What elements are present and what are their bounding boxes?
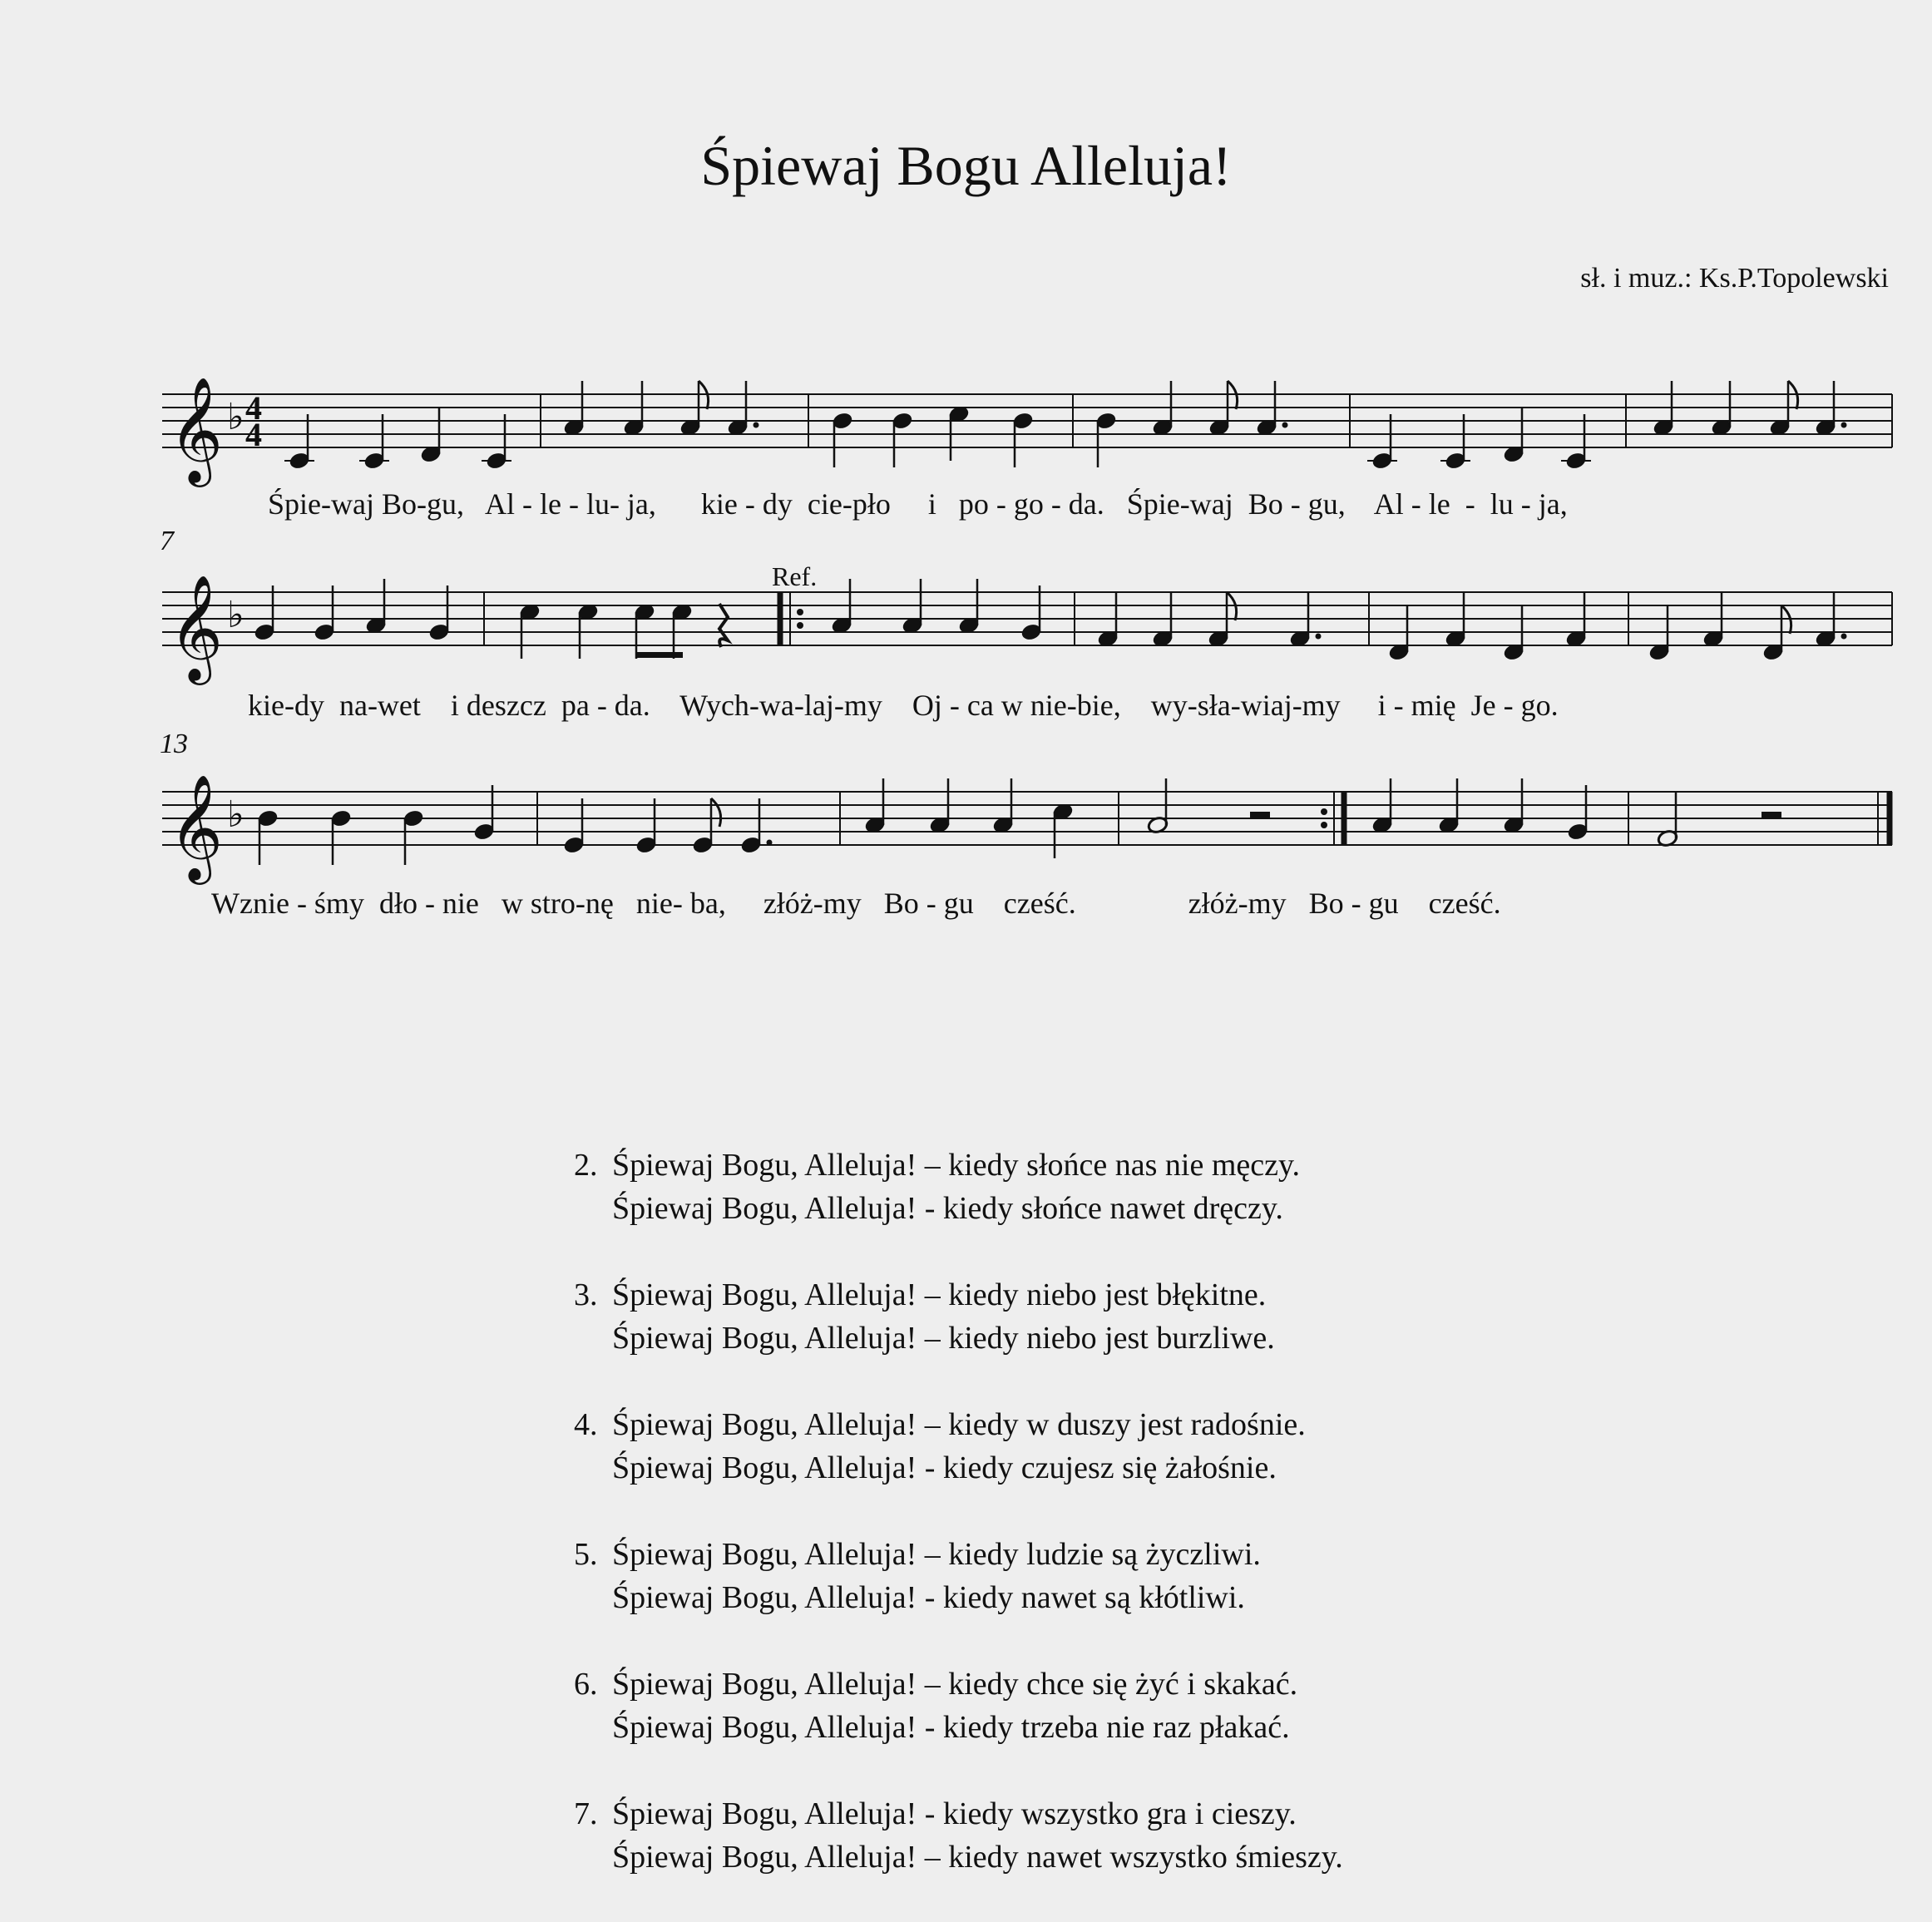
verse-line: Śpiewaj Bogu, Alleluja! - kiedy słońce nawet dręczy. xyxy=(612,1191,1283,1226)
lyrics-line-1: Śpie-waj Bo-gu, Al - le - lu- ja, kie - dy cie-pło i po - go - da. Śpie-waj Bo - gu, Al - le - lu - ja, xyxy=(268,487,1568,521)
note-dot xyxy=(1841,634,1847,640)
music-notation xyxy=(0,0,1932,931)
note-dot xyxy=(754,422,759,428)
verse-number: 2. xyxy=(574,1148,598,1183)
verse-number: 7. xyxy=(574,1796,598,1831)
note-dot xyxy=(1282,422,1288,428)
note-dot xyxy=(1316,634,1322,640)
verse-line: Śpiewaj Bogu, Alleluja! – kiedy ludzie są życzliwi. xyxy=(612,1537,1261,1572)
repeat-dot xyxy=(1321,808,1327,815)
repeat-dot xyxy=(1321,822,1327,828)
song-title: Śpiewaj Bogu Alleluja! xyxy=(700,134,1232,197)
verse-line: Śpiewaj Bogu, Alleluja! – kiedy słońce nas nie męczy. xyxy=(612,1148,1301,1183)
time-signature: 4 xyxy=(245,389,262,427)
quarter-rest xyxy=(719,604,728,647)
verse-line: Śpiewaj Bogu, Alleluja! – kiedy nawet wszystko śmieszy. xyxy=(612,1840,1343,1875)
half-rest xyxy=(1250,812,1270,818)
lyrics-line-3: Wznie - śmy dło - nie w stro-nę nie- ba, złóż-my Bo - gu cześć. złóż-my Bo - gu cześć. xyxy=(211,887,1501,920)
verse-line: Śpiewaj Bogu, Alleluja! - kiedy trzeba nie raz płakać. xyxy=(612,1710,1290,1745)
verse-number: 6. xyxy=(574,1667,598,1702)
verse-line: Śpiewaj Bogu, Alleluja! - kiedy nawet są kłótliwi. xyxy=(612,1580,1245,1615)
measure-number-7: 7 xyxy=(160,526,174,556)
credit-line: sł. i muz.: Ks.P.Topolewski xyxy=(1580,263,1889,294)
lyrics-line-2: kie-dy na-wet i deszcz pa - da. Wych-wa-laj-my Oj - ca w nie-bie, wy-sła-wiaj-my i - mię Je - go. xyxy=(248,689,1559,722)
verse-line: Śpiewaj Bogu, Alleluja! - kiedy wszystko gra i cieszy. xyxy=(612,1796,1297,1831)
flat-icon: ♭ xyxy=(227,396,245,438)
verse-number: 4. xyxy=(574,1407,598,1442)
verse xyxy=(574,1533,1343,1619)
treble-clef-icon: 𝄞 xyxy=(169,376,224,482)
verse xyxy=(574,1273,1343,1360)
verses-list xyxy=(574,1144,1343,1922)
verse-line: Śpiewaj Bogu, Alleluja! - kiedy czujesz się żałośnie. xyxy=(612,1450,1277,1485)
verse-line: Śpiewaj Bogu, Alleluja! – kiedy chce się żyć i skakać. xyxy=(612,1667,1298,1702)
verse xyxy=(574,1144,1343,1230)
verse-line: Śpiewaj Bogu, Alleluja! – kiedy niebo jest błękitne. xyxy=(612,1277,1267,1312)
beam xyxy=(636,652,683,658)
treble-clef-icon: 𝄞 xyxy=(169,574,224,680)
refrain-label: Ref. xyxy=(772,561,818,591)
note-flag xyxy=(711,798,721,827)
note-dot xyxy=(767,840,773,846)
verse xyxy=(574,1403,1343,1490)
flat-icon: ♭ xyxy=(227,793,245,836)
verse-number: 5. xyxy=(574,1537,598,1572)
verse-number: 3. xyxy=(574,1277,598,1312)
measure-number-13: 13 xyxy=(160,729,188,759)
flat-icon: ♭ xyxy=(227,594,245,636)
repeat-dot xyxy=(797,622,803,629)
verse xyxy=(574,1663,1343,1749)
verse-line: Śpiewaj Bogu, Alleluja! – kiedy w duszy jest radośnie. xyxy=(612,1407,1306,1442)
verse xyxy=(574,1792,1343,1879)
time-signature: 4 xyxy=(245,416,262,453)
half-rest xyxy=(1762,812,1781,818)
treble-clef-icon: 𝄞 xyxy=(169,773,224,880)
verse-line: Śpiewaj Bogu, Alleluja! – kiedy niebo jest burzliwe. xyxy=(612,1321,1275,1356)
note-dot xyxy=(1841,422,1847,428)
repeat-dot xyxy=(797,609,803,615)
